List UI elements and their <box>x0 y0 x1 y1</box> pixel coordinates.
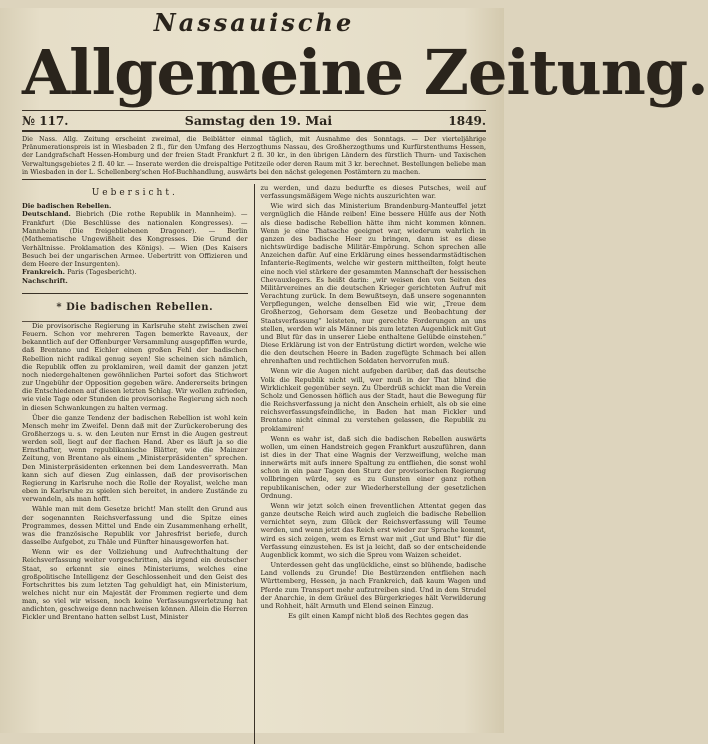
article-paragraph: Die provisorische Regierung in Karlsruhe steht zwischen zwei Feuern. Schon vor mehreren Tagen bemerkte Raveaux, der bekanntlich auf der Offenburger Versammlung ausgepfiffen wurde, daß Brentano und Eichler einen großen Fehl der badischen Rebellion nicht radikal genug seyen! Sie scheinen sich nämlich, die Republik offen zu proklamiren, weil damit der ganzen jetzt noch niedergehaltenen gewöhnlichen Partei sofort das Stichwort zur Ungebühr der Opposition gegeben wäre. Andererseits bringen die Entschiedenen auf diesen letzten Schlag. Wir wollen zufrieden, wie viele Tage oder Stunden die provisorische Regierung sich noch in diesen Schwankungen zu halten vermag. <box>22 321 248 412</box>
article-paragraph: Unterdessen geht das unglückliche, einst so blühende, badische Land vollends zu Grunde! Die Bestürzenden entfliehen nach Württemberg, Hessen, ja nach Frankreich, daß kaum Wagen und Pferde zum Transport mehr aufzutreiben sind. Und in dem Strudel der Anarchie, in dem Gräuel des Bürgerkrieges hält Verwilderung und Rohheit, hält Armuth und Elend seinen Einzug. <box>260 561 486 610</box>
article-paragraph: Wähle man mit dem Gesetze bricht! Man stellt den Grund aus der sogenannten Reichsverfassung und die Spitze eines Programmes, dessen Mittel und Ende ein Zusammenhang erhellt, was die französische Republik vor Jahresfrist beriefe, durch dasselbe Aufgebot, zu Thäle und Fünfter hinausgeworfen hat. <box>22 505 248 547</box>
issue-date: Samstag den 19. Mai <box>184 113 333 128</box>
article-body <box>22 321 248 622</box>
article-paragraph: Es gilt einen Kampf nicht bloß des Rechtes gegen das <box>288 611 469 620</box>
section-divider <box>22 293 248 294</box>
article-paragraph: Wenn wir die Augen nicht aufgeben darüber, daß das deutsche Volk die Republik nicht will, wer muß in der That blind die Wirklichkeit gegenüber seyn. Zu Überdrüß schickt man die Verein Scholz und Genossen höflich aus der Stadt, haut die Bewegung für die Reichsverfassung ja nicht den Anschein erhielt, als ob sie eine reichsverfassungsfeindliche, in Baden hat man Fickler und Brentano nicht einmal zu verstehen gelassen, die Republik zu proklamiren! <box>260 367 486 433</box>
overview-item: Deutschland. Biebrich (Die rothe Republik in Mannheim). — Frankfurt (Die Beschlüsse des nationalen Kongresses). — Mannheim (Die freigebliebenen Dragoner). — Berlin (Mathematische Ungewißheit des Kongresses. Die Grund der Verhältnisse. Proklamation des Königs). — Wien (Des Kaisers Besuch bei der ungarischen Armee. Uebertritt von Offizieren und dem Heere der Insurgenten). <box>22 210 248 269</box>
text-columns <box>22 184 486 744</box>
article-title: * Die badischen Rebellen. <box>56 301 214 313</box>
issue-year: 1849. <box>448 114 486 128</box>
right-column <box>255 184 487 744</box>
masthead-title: Allgemeine Zeitung. <box>22 36 708 109</box>
dateline <box>22 110 486 132</box>
overview-item: Frankreich. Paris (Tagesbericht). <box>22 268 137 277</box>
article-paragraph: zu werden, und dazu bedurfte es dieses Putsches, weil auf verfassungsmäßigem Wege nichts auszurichten war. <box>260 184 486 201</box>
article-paragraph: Wenn es wahr ist, daß sich die badischen Rebellen auswärts wollen, um einen Handstreich gegen Frankfurt auszuführen, dann ist dies in der That eine Wagnis der Verzweiflung, welche man innerwärts mit aufs innere Spaltung zu entfliehen, die sonst wohl schon in ein paar Tagen den Sturz der provisorischen Regierung vollbringen würde, sey es zu Gunsten einer ganz rothen republikanischen, oder zur Wiederherstellung der gesetzlichen Ordnung. <box>260 434 486 500</box>
newspaper-page <box>0 8 708 733</box>
overview-heading: Uebersicht. <box>91 188 178 199</box>
overview-item: Die badischen Rebellen. <box>22 202 112 211</box>
article-paragraph: Wenn wir jetzt solch einen freventlichen Attentat gegen das ganze deutsche Reich wird auch zugleich die badische Rebellion vernichtet seyn, zum Glück der Reichsverfassung will Teume werden, und wenn jetzt das Reich erst wieder zur Sprache kommt, wird es sich zeigen, wem es Ernst war mit „Gut und Blut“ für die Verfassung einzustehen. Es ist ja leicht, daß so der entscheidende Augenblick kommt, wo sich die Spreu vom Waizen scheidet. <box>260 501 486 559</box>
masthead-top: Nassauische <box>153 8 355 37</box>
left-column <box>22 184 255 744</box>
overview-item: Nachschrift. <box>22 276 68 285</box>
overview-list <box>22 202 248 285</box>
subscription-notice: Die Nass. Allg. Zeitung erscheint zweimal, die Beiblätter einmal täglich, mit Ausnahme des Sonntags. — Der vierteljährige Pränumerationspreis ist in Wiesbaden 2 fl., für den Umfang des Herzogthums Nassau, des Großherzogthums und Kurfürstenthums Hessen, der Landgrafschaft Hessen-Homburg und der freien Stadt Frankfurt 2 fl. 30 kr., in den übrigen Ländern des fürstlich Thurn- und Taxischen Verwaltungsgebietes 2 fl. 40 kr. — Inserate werden die dreispaltige Petitzeile oder deren Raum mit 3 kr. berechnet. Bestellungen beliebe man in Wiesbaden in der L. Schellenberg'schen Hof-Buchhandlung, auswärts bei den nächst gelegenen Postämtern zu machen. <box>22 135 486 180</box>
article-paragraph: Wie wird sich das Ministerium Brandenburg-Manteuffel jetzt vergnüglich die Hände reiben! Eine bessere Hülfe aus der Noth als diese badische Rebellion hätte ihm nicht kommen können. Wenn je eine Thatsache geeignet war, wiederum wahrlich in ganzen des badische Heer zu bringen, dann ist es diese nichtswürdige badische Militär-Empörung. Schon sprechen alle Anzeichen dafür. Auf eine Erklärung eines hessendarmstädtischen Infanterie-Regiments, welche wir gestern mittheilten, folgt heute eine noch viel stärkere der gesammten Mannschaft der hessischen Chevauxlegers. Es heißt darin: „wir weisen den von Seiten des Militärvereines an die deutschen Krieger gerichteten Aufruf mit Verachtung zurück. In dem Bewußtseyn, daß unsere sogenannten Verpflegungen, welche denselben Eid wie wir, „Treue dem Großherzog, Gehorsam dem Gesetze und Beobachtung der Staatsverfassung“ leisteten, nur gerechte Forderungen an uns stellen, werden wir als Männer bis zum letzten Augenblick mit Gut und Blut für das in unserer Liebe enthaltene Gelübde einstehen.“ Diese Erklärung ist von der Entrüstung dictirt worden, welche wie die den deutschen Heere in Baden zugefügte Schmach bei allen ehrenhaften und rechtlichen Soldaten hervorrufen muß. <box>260 202 486 366</box>
article-paragraph: Wenn wir es der Vollziehung und Aufrechthaltung der Reichsverfassung weiter vorgeschritten, als irgend ein deutscher Staat, so erkennt sie eines Ministeriums, welches eine großpolitische Intelligenz der Geschlossenheit und den Geist des Fortschrittes bis zum letzten Tag gehuldigt hat, ein Ministerium, welches nicht nur ein Majestät der Frommen regierte und dem man, so viel wir wissen, noch keine Verfassungsverletzung hat andichten, geschweige denn nachweisen können. Allein die Herren Fickler und Brentano hatten selbst Lust, Minister <box>22 548 248 622</box>
issue-number: № 117. <box>22 114 69 128</box>
article-paragraph: Über die ganze Tendenz der badischen Rebellion ist wohl kein Mensch mehr im Zweifel. Denn daß mit der Zurückeroberung des Großherzogs u. s. w. den Leuten nur Ernst in die Augen gestreut werden soll, liegt auf der flachen Hand. Aber es läuft ja so die Ernsthafter, wenn republikanische Blätter, wie die Mainzer Zeitung, von Brentano als einem „Ministerpräsidenten“ sprechen. Den Ministerpräsidenten erkennen bei dem Landesverrath. Man kann sich auf diesen Zug einlassen, daß der provisorischen Regierung in Karlsruhe noch die Rolle der Royalist, welche man eben in Karlsruhe zu spielen sich bereitet, in andere Zustände zu verwandeln, als man hofft. <box>22 413 248 504</box>
